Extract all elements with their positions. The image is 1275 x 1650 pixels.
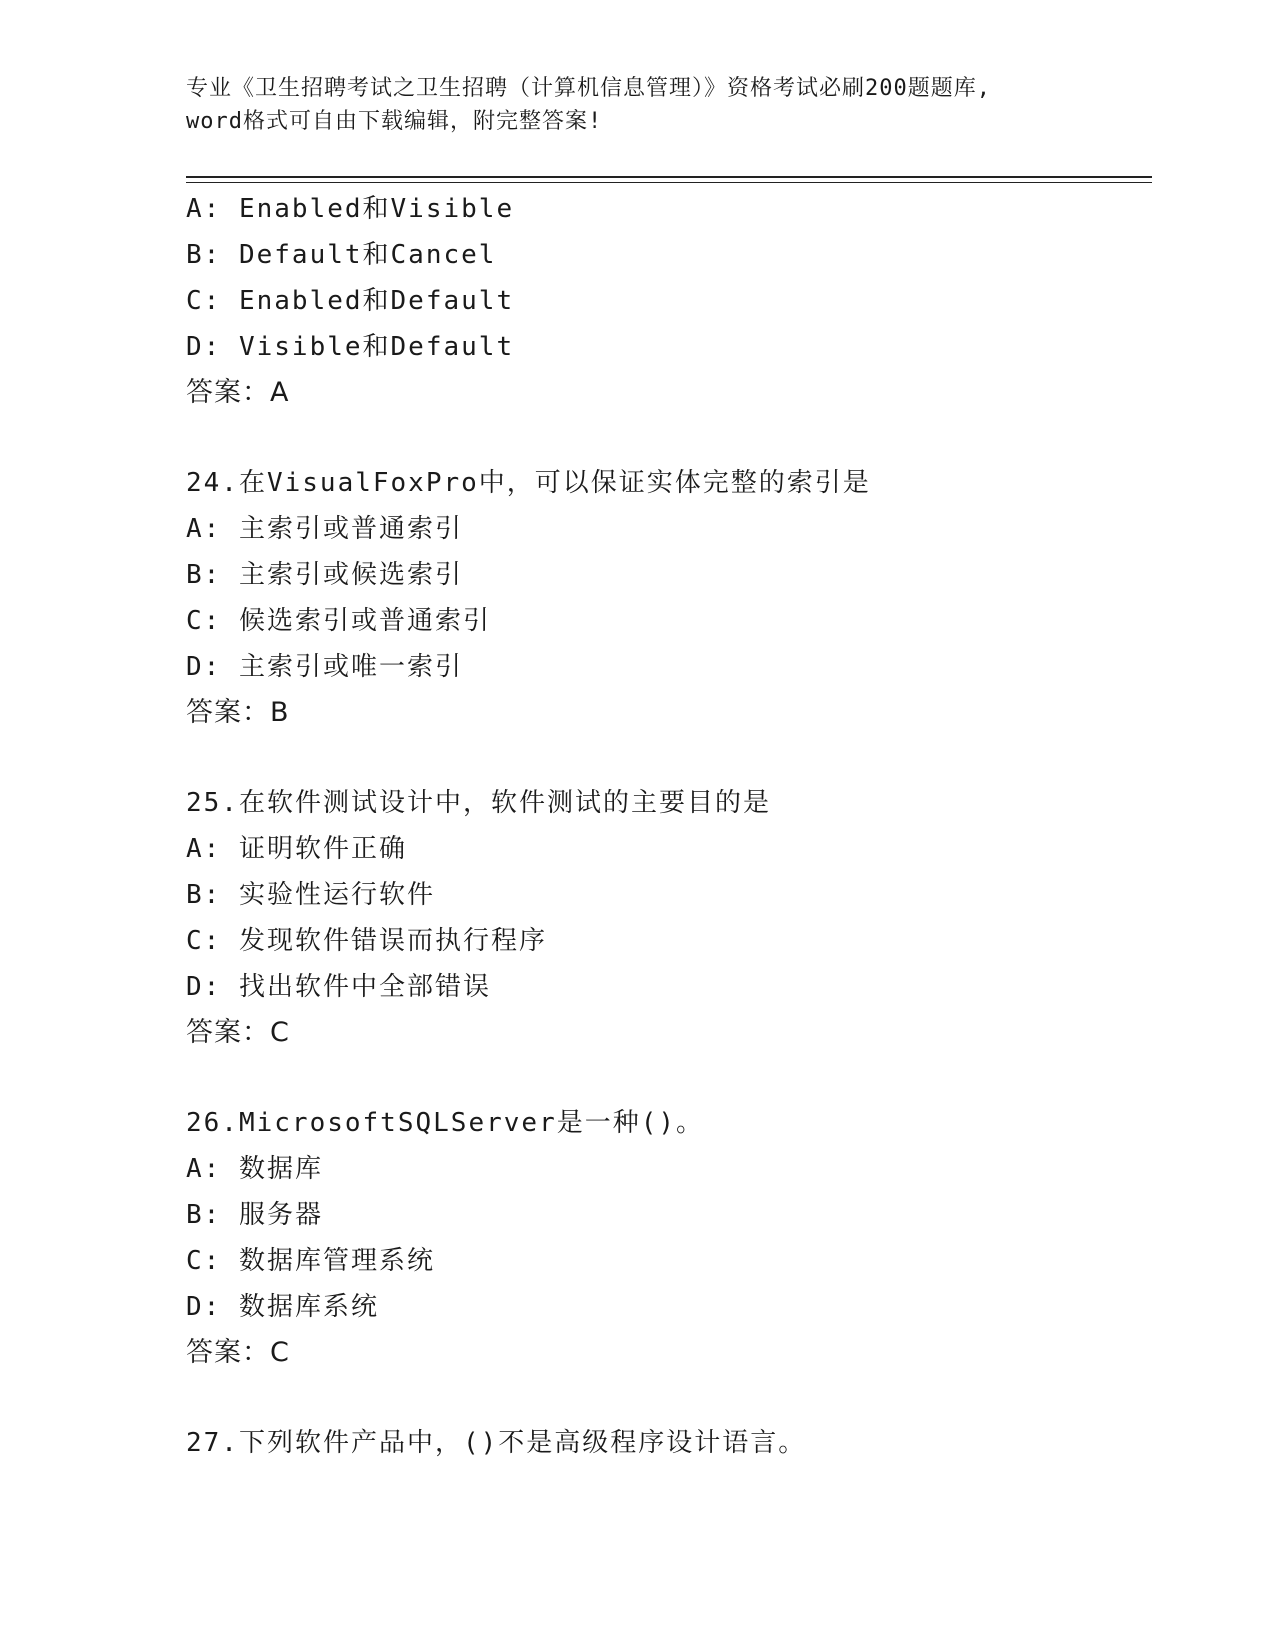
option-b: B: 实验性运行软件 — [186, 880, 435, 910]
spacer — [186, 416, 1146, 460]
option-d: D: 找出软件中全部错误 — [186, 972, 491, 1002]
option-a: A: 主索引或普通索引 — [186, 514, 463, 544]
answer-label: 答案：C — [186, 1337, 290, 1368]
option-d: D: 主索引或唯一索引 — [186, 652, 463, 682]
option-c: C: 候选索引或普通索引 — [186, 606, 491, 636]
option-d: D: Visible和Default — [186, 332, 515, 362]
option-c: C: Enabled和Default — [186, 286, 515, 316]
question-text: 25.在软件测试设计中，软件测试的主要目的是 — [186, 788, 771, 818]
question-26 — [186, 1100, 1146, 1376]
header-divider-thick — [186, 176, 1152, 178]
header-title-line-1: 专业《卫生招聘考试之卫生招聘（计算机信息管理）》资格考试必刷200题题库, — [186, 76, 991, 101]
question-list — [186, 186, 1146, 1466]
question-text: 27.下列软件产品中，()不是高级程序设计语言。 — [186, 1428, 807, 1458]
question-24 — [186, 460, 1146, 736]
page-header — [186, 72, 1086, 138]
option-b: B: 服务器 — [186, 1200, 323, 1230]
option-b: B: 主索引或候选索引 — [186, 560, 463, 590]
answer-label: 答案：A — [186, 377, 290, 408]
spacer — [186, 736, 1146, 780]
header-divider-thin — [186, 182, 1152, 183]
question-25 — [186, 780, 1146, 1056]
option-d: D: 数据库系统 — [186, 1292, 379, 1322]
answer-label: 答案：C — [186, 1017, 290, 1048]
spacer — [186, 1056, 1146, 1100]
header-title-line-2: word格式可自由下载编辑，附完整答案! — [186, 109, 603, 134]
option-c: C: 发现软件错误而执行程序 — [186, 926, 547, 956]
question-27 — [186, 1420, 1146, 1466]
option-a: A: 数据库 — [186, 1154, 323, 1184]
option-a: A: Enabled和Visible — [186, 194, 515, 224]
question-23-continuation — [186, 186, 1146, 416]
question-text: 24.在VisualFoxPro中，可以保证实体完整的索引是 — [186, 468, 871, 498]
question-text: 26.MicrosoftSQLServer是一种()。 — [186, 1108, 705, 1138]
option-c: C: 数据库管理系统 — [186, 1246, 435, 1276]
spacer — [186, 1376, 1146, 1420]
answer-label: 答案：B — [186, 697, 290, 728]
option-a: A: 证明软件正确 — [186, 834, 407, 864]
option-b: B: Default和Cancel — [186, 240, 497, 270]
